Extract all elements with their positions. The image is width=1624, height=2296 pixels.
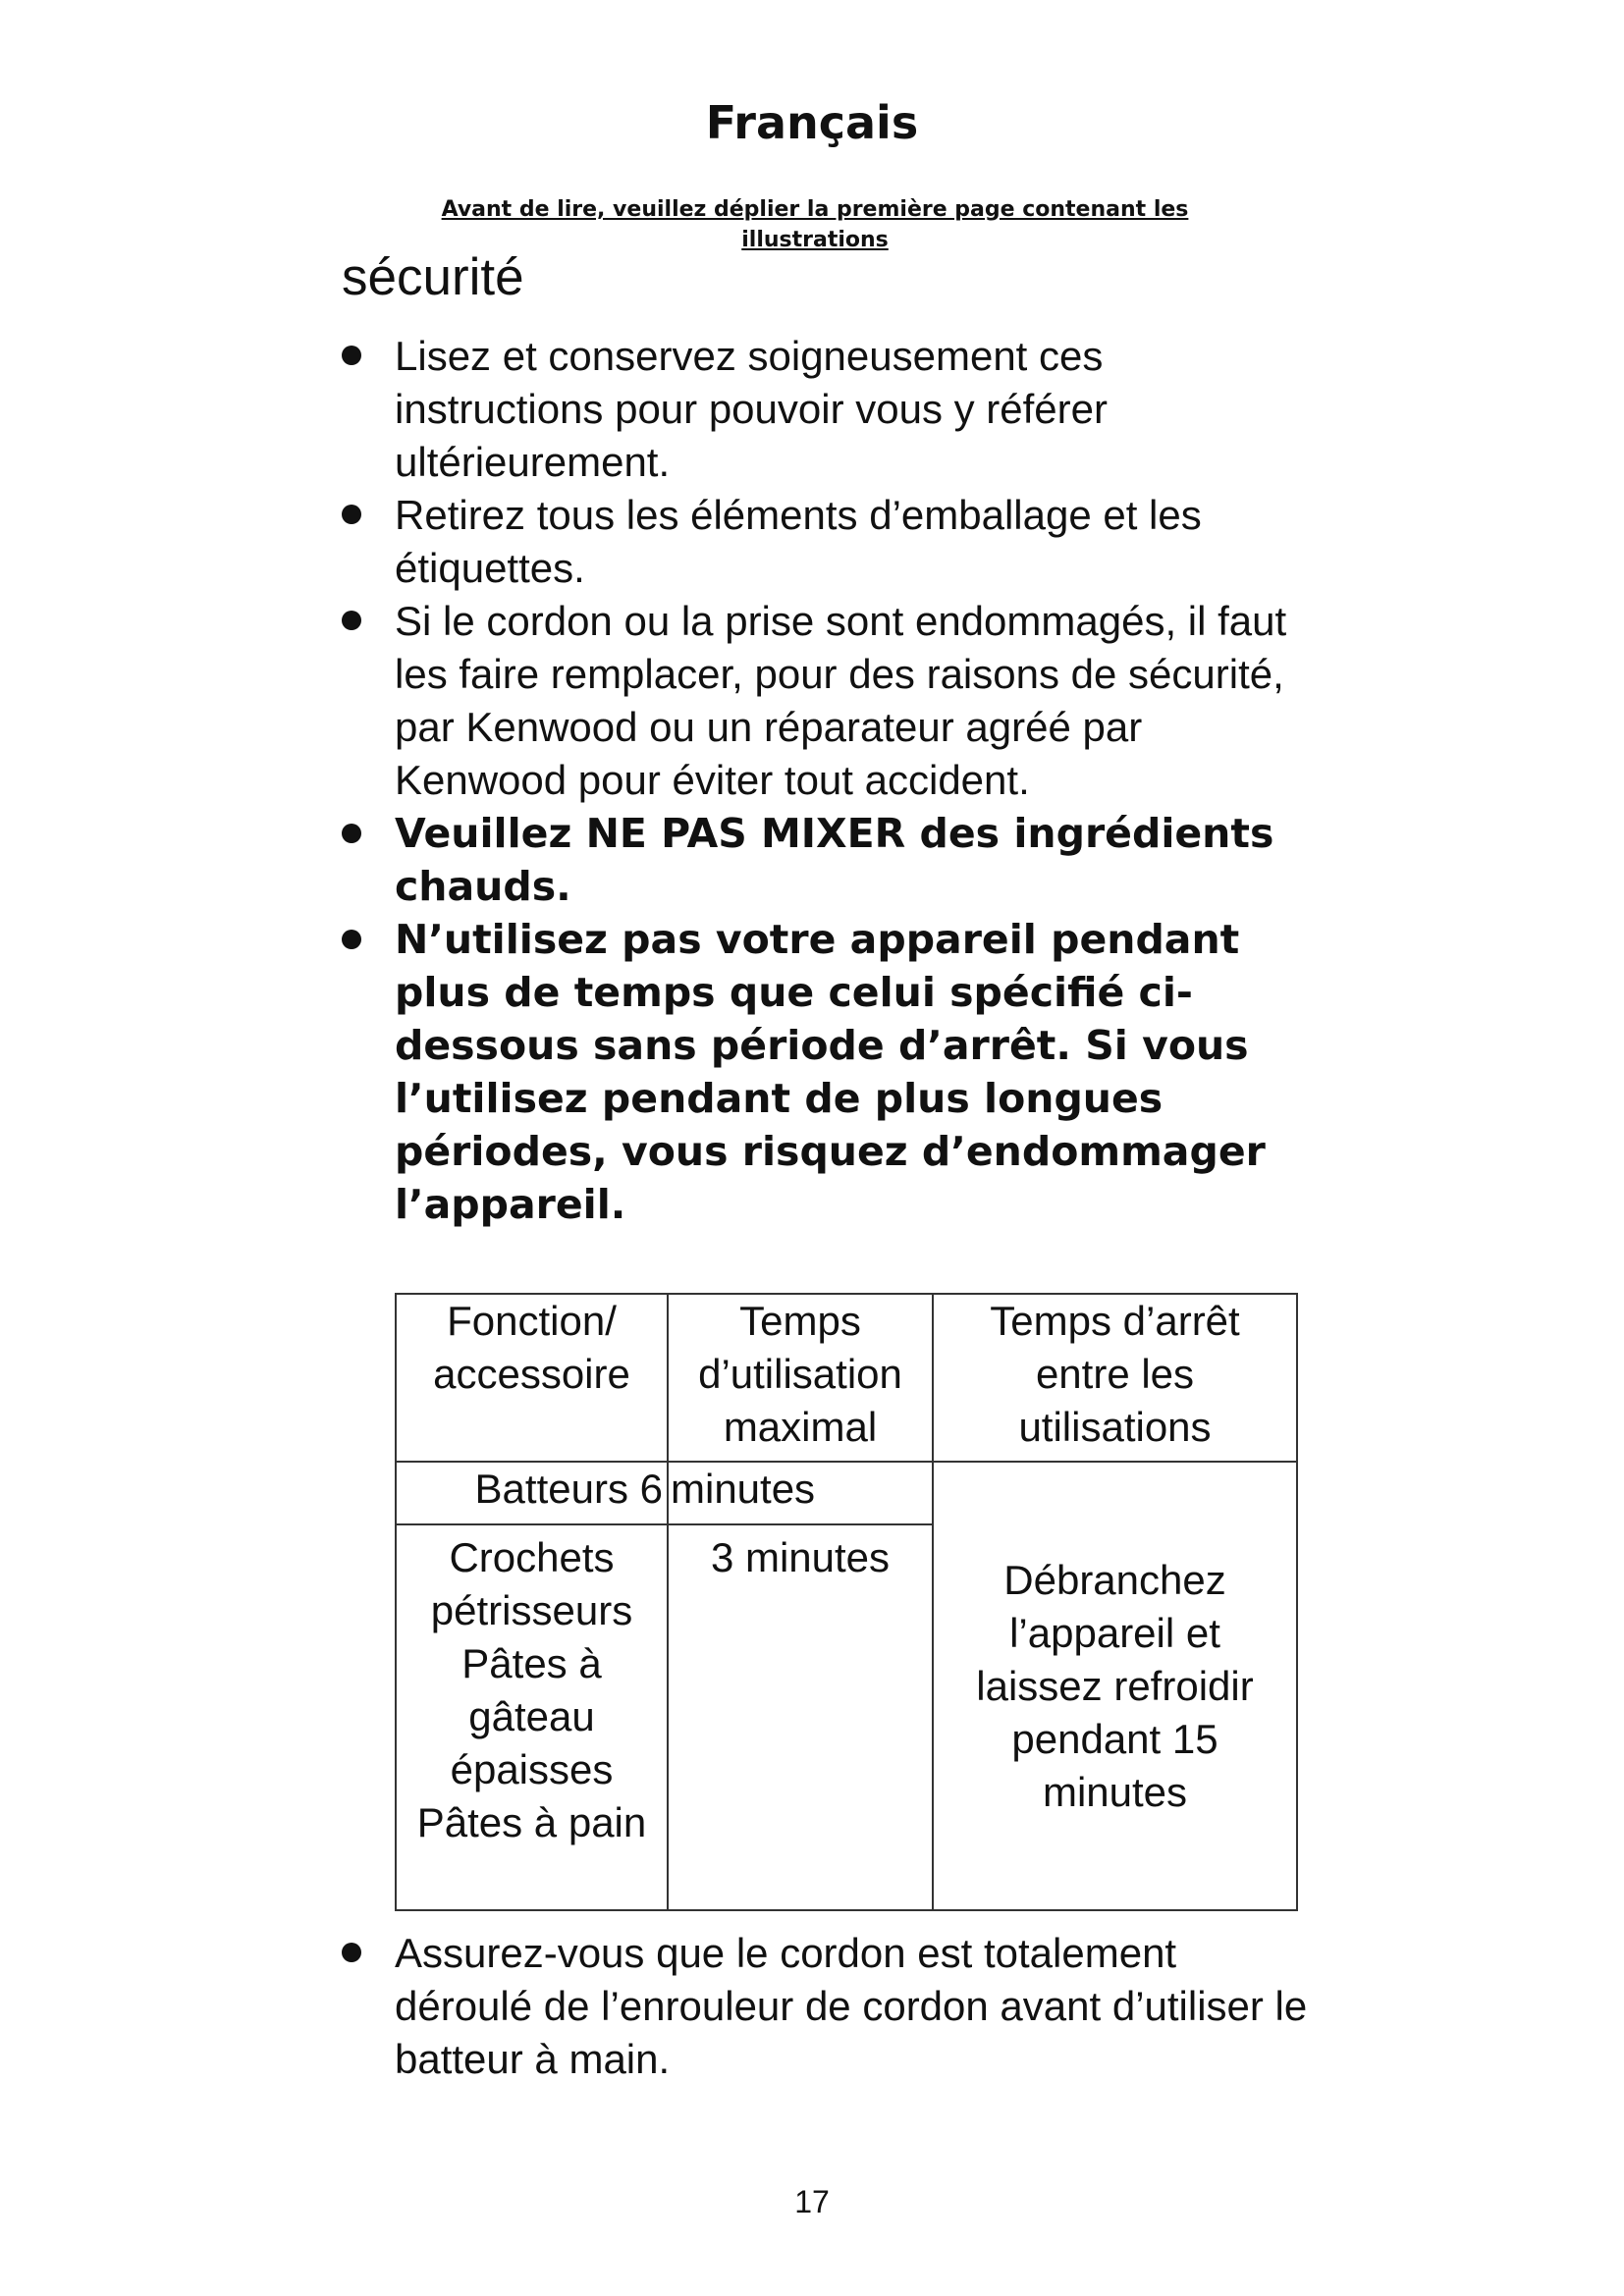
bullet-icon [342,505,361,524]
safety-item [342,489,1314,595]
bullet-icon [342,346,361,365]
table-row [396,1462,1297,1524]
header-max-time: Temps d’utilisation maximal [668,1294,933,1462]
safety-item-text: Lisez et conservez soigneusement ces instructions pour pouvoir vous y référer ultérieurement. [395,333,1108,485]
safety-item-text: N’utilisez pas votre appareil pendant plus de temps que celui spécifié ci-dessous sans période d’arrêt. Si vous l’utilisez pendant de plus longues périodes, vous risquez d’endommager l’appareil. [395,916,1266,1228]
unfold-notice-line-2: illustrations [741,228,889,252]
cell-rest-time: Débranchez l’appareil et laissez refroidir pendant 15 minutes [933,1462,1297,1910]
bullet-icon [342,611,361,630]
bullet-icon [342,930,361,949]
cell-function: Batteurs 6 [396,1462,668,1524]
cell-function: Crochets pétrisseurs Pâtes à gâteau épaisses Pâtes à pain [396,1524,668,1910]
safety-item-text: Retirez tous les éléments d’emballage et les étiquettes. [395,492,1202,591]
cell-time: 3 minutes [668,1524,933,1910]
table-header-row [396,1294,1297,1462]
safety-item [342,595,1314,807]
safety-item-text: Assurez-vous que le cordon est totalement déroulé de l’enrouleur de cordon avant d’utiliser le batteur à main. [395,1930,1308,2082]
safety-item-text: Si le cordon ou la prise sont endommagés, il faut les faire remplacer, pour des raisons de sécurité, par Kenwood ou un réparateur agréé par Kenwood pour éviter tout accident. [395,598,1287,803]
header-rest-time: Temps d’arrêt entre les utilisations [933,1294,1297,1462]
safety-item-text: Veuillez NE PAS MIXER des ingrédients chauds. [395,810,1274,910]
safety-list [342,330,1314,1231]
section-title: sécurité [342,248,524,306]
header-function: Fonction/ accessoire [396,1294,668,1462]
page-number: 17 [794,2184,830,2219]
bullet-icon [342,824,361,843]
safety-item [342,330,1314,489]
safety-item-warning [342,913,1314,1231]
language-title: Français [705,96,919,149]
cell-time: minutes [668,1462,933,1524]
usage-time-table [395,1293,1298,1911]
unfold-notice-line-1: Avant de lire, veuillez déplier la première page contenant les [441,197,1189,222]
bullet-icon [342,1943,361,1962]
safety-item [342,1927,1314,2086]
safety-item-warning [342,807,1314,913]
